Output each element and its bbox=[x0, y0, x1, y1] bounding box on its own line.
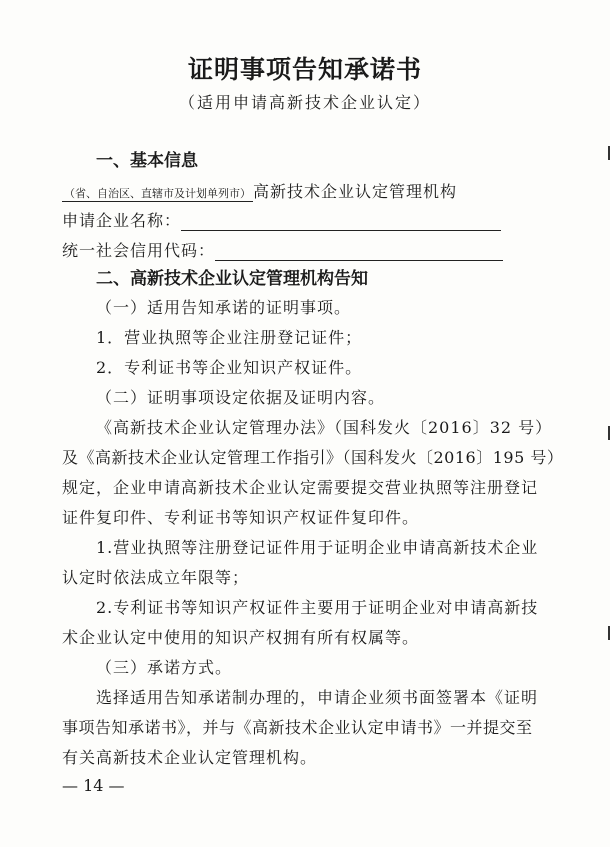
sub3-paragraph-line: 选择适用告知承诺制办理的，申请企业须书面签署本《证明 bbox=[96, 688, 539, 707]
sub2-item2-line: 术企业认定中使用的知识产权拥有所有权属等。 bbox=[62, 628, 420, 647]
section-heading-notice: 二、高新技术企业认定管理机构告知 bbox=[96, 269, 368, 289]
company-name-field[interactable] bbox=[181, 214, 501, 231]
document-subtitle: （适用申请高新技术企业认定） bbox=[178, 93, 431, 112]
sub1-heading: （一）适用告知承诺的证明事项。 bbox=[96, 298, 352, 317]
sub2-item2-line: 2.专利证书等知识产权证件主要用于证明企业对申请高新技 bbox=[96, 598, 539, 617]
page-number: — 14 — bbox=[62, 776, 125, 795]
sub2-heading: （二）证明事项设定依据及证明内容。 bbox=[96, 388, 386, 407]
section-heading-basic-info: 一、基本信息 bbox=[96, 151, 198, 171]
sub2-paragraph-line: 证件复印件、专利证书等知识产权证件复印件。 bbox=[62, 508, 420, 527]
credit-code-row bbox=[62, 238, 503, 261]
sub2-item1-line: 1.营业执照等注册登记证件用于证明企业申请高新技术企业 bbox=[96, 538, 539, 557]
credit-code-label: 统一社会信用代码： bbox=[62, 241, 216, 260]
sub3-paragraph-line: 有关高新技术企业认定管理机构。 bbox=[62, 748, 318, 767]
credit-code-field[interactable] bbox=[215, 244, 503, 261]
document-title: 证明事项告知承诺书 bbox=[187, 55, 422, 84]
sub1-item: 1．营业执照等企业注册登记证件； bbox=[96, 328, 363, 347]
company-name-label: 申请企业名称： bbox=[62, 211, 182, 230]
sub1-item: 2．专利证书等企业知识产权证件。 bbox=[96, 358, 363, 377]
region-line bbox=[62, 179, 457, 202]
region-field[interactable]: （省、自治区、直辖市及计划单列市） bbox=[64, 187, 251, 200]
sub3-heading: （三）承诺方式。 bbox=[96, 658, 233, 677]
sub2-paragraph-line: 《高新技术企业认定管理办法》（国科发火〔2016〕32 号） bbox=[96, 418, 553, 437]
sub2-paragraph-line: 及《高新技术企业认定管理工作指引》（国科发火〔2016〕195 号） bbox=[62, 448, 564, 467]
sub3-paragraph-line: 事项告知承诺书》，并与《高新技术企业认定申请书》一并提交至 bbox=[62, 718, 533, 737]
sub2-paragraph-line: 规定，企业申请高新技术企业认定需要提交营业执照等注册登记 bbox=[62, 478, 539, 497]
sub2-item1-line: 认定时依法成立年限等； bbox=[62, 568, 250, 587]
region-suffix: 高新技术企业认定管理机构 bbox=[253, 182, 458, 201]
company-name-row bbox=[62, 208, 501, 231]
